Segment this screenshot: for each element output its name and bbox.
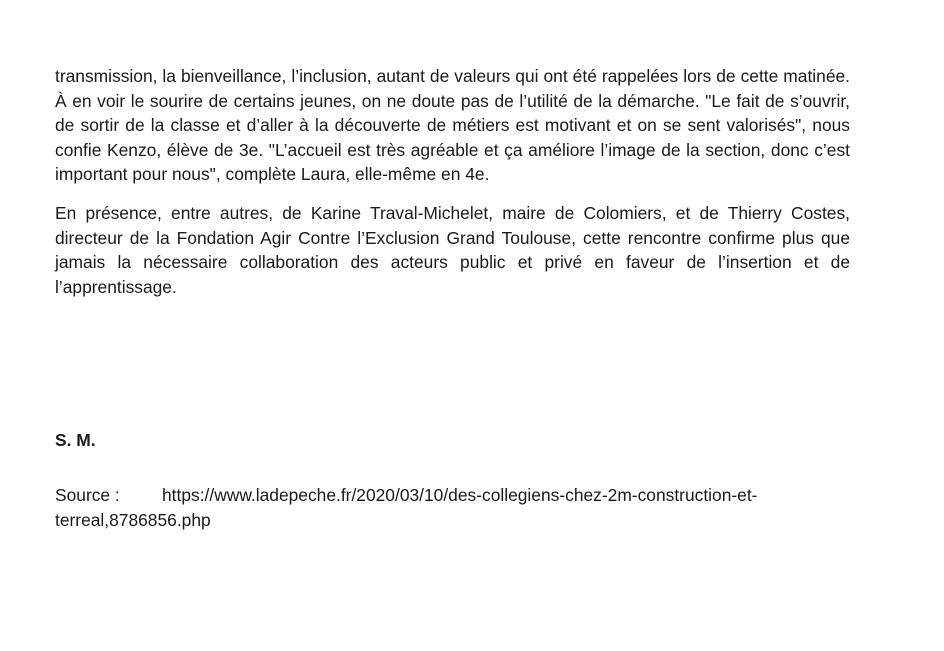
document-page (55, 64, 850, 530)
author-signature: S. M. (55, 430, 96, 450)
source-url: https://www.ladepeche.fr/2020/03/10/des-collegiens-chez-2m-construction-et-terreal,8786856.php (55, 485, 758, 530)
article-paragraph-2: En présence, entre autres, de Karine Traval-Michelet, maire de Colomiers, et de Thierry Costes, directeur de la Fondation Agir Contre l’Exclusion Grand Toulouse, cette rencontre confirme plus que jamais la nécessaire collaboration des acteurs public et privé en faveur de l’insertion et de l’apprentissage. (55, 202, 850, 297)
source-label: Source : (55, 485, 120, 505)
source-reference (55, 483, 850, 532)
article-paragraph-1: transmission, la bienveillance, l’inclusion, autant de valeurs qui ont été rappelées lors de cette matinée. À en voir le sourire de certains jeunes, on ne doute pas de l’utilité de la démarche. "Le fait de s’ouvrir, de sortir de la classe et d’aller à la découverte de métiers est motivant et on se sent valorisés", nous confie Kenzo, élève de 3e. "L’accueil est très agréable et ça améliore l’image de la section, donc c’est important pour nous", complète Laura, elle-même en 4e. (55, 66, 850, 185)
